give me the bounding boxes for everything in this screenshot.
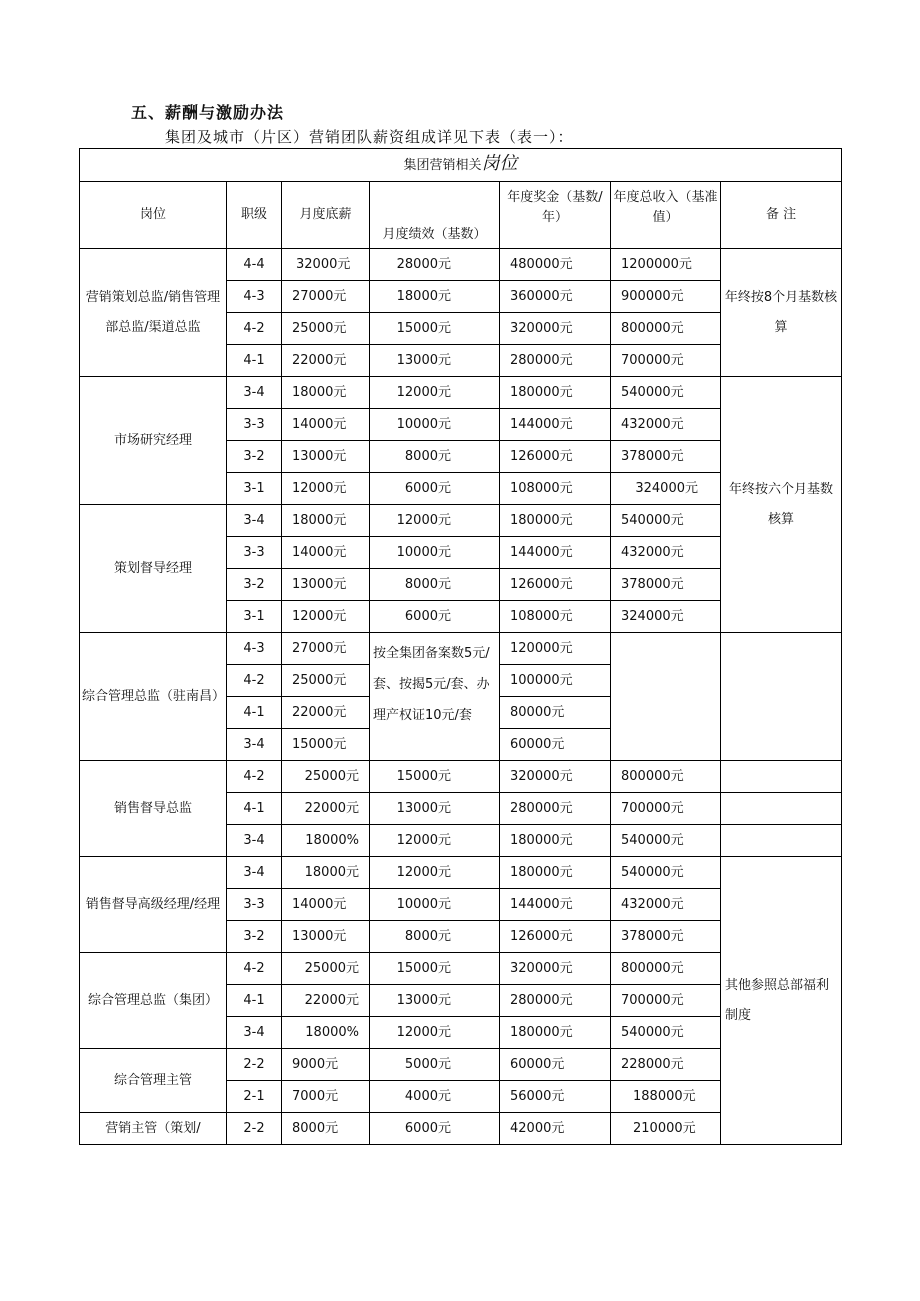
base-salary-cell: 18000%	[282, 825, 370, 857]
level-cell: 3-4	[227, 505, 282, 537]
table-title-prefix: 集团营销相关	[403, 158, 482, 173]
bonus-cell: 80000元	[500, 697, 611, 729]
position-cell: 销售督导高级经理/经理	[80, 857, 227, 953]
annual-total-cell: 800000元	[611, 953, 721, 985]
annual-total-cell: 432000元	[611, 409, 721, 441]
annual-total-cell: 900000元	[611, 281, 721, 313]
position-cell: 销售督导总监	[80, 761, 227, 857]
performance-cell: 15000元	[370, 761, 500, 793]
bonus-cell: 126000元	[500, 569, 611, 601]
level-cell: 3-1	[227, 601, 282, 633]
level-cell: 3-2	[227, 441, 282, 473]
performance-cell: 18000元	[370, 281, 500, 313]
annual-total-cell: 540000元	[611, 825, 721, 857]
level-cell: 3-4	[227, 825, 282, 857]
bonus-cell: 144000元	[500, 889, 611, 921]
base-salary-cell: 18000元	[282, 377, 370, 409]
annual-total-cell: 540000元	[611, 857, 721, 889]
level-cell: 4-4	[227, 249, 282, 281]
base-salary-cell: 12000元	[282, 601, 370, 633]
bonus-cell: 280000元	[500, 985, 611, 1017]
table-row	[80, 249, 842, 281]
position-cell: 综合管理总监（驻南昌）	[80, 633, 227, 761]
base-salary-cell: 15000元	[282, 729, 370, 761]
table-row	[80, 761, 842, 793]
bonus-cell: 360000元	[500, 281, 611, 313]
annual-total-cell: 324000元	[611, 473, 721, 505]
level-cell: 2-2	[227, 1049, 282, 1081]
annual-total-cell: 432000元	[611, 537, 721, 569]
bonus-cell: 56000元	[500, 1081, 611, 1113]
base-salary-cell: 14000元	[282, 537, 370, 569]
performance-cell: 6000元	[370, 601, 500, 633]
bonus-cell: 320000元	[500, 953, 611, 985]
performance-cell: 13000元	[370, 985, 500, 1017]
level-cell: 4-2	[227, 761, 282, 793]
performance-cell: 5000元	[370, 1049, 500, 1081]
header-note: 备 注	[721, 182, 842, 249]
table-row	[80, 633, 842, 665]
level-cell: 4-2	[227, 953, 282, 985]
bonus-cell: 280000元	[500, 793, 611, 825]
bonus-cell: 480000元	[500, 249, 611, 281]
base-salary-cell: 22000元	[282, 345, 370, 377]
level-cell: 4-3	[227, 281, 282, 313]
position-cell: 策划督导经理	[80, 505, 227, 633]
performance-cell: 12000元	[370, 505, 500, 537]
salary-table	[79, 148, 842, 1145]
bonus-cell: 144000元	[500, 537, 611, 569]
bonus-cell: 320000元	[500, 313, 611, 345]
intro-text: 集团及城市（片区）营销团队薪资组成详见下表（表一）：	[165, 128, 574, 146]
bonus-cell: 100000元	[500, 665, 611, 697]
base-salary-cell: 13000元	[282, 441, 370, 473]
performance-cell: 12000元	[370, 825, 500, 857]
bonus-cell: 144000元	[500, 409, 611, 441]
annual-total-cell: 540000元	[611, 505, 721, 537]
base-salary-cell: 22000元	[282, 985, 370, 1017]
bonus-cell: 180000元	[500, 857, 611, 889]
base-salary-cell: 25000元	[282, 953, 370, 985]
annual-total-cell: 188000元	[611, 1081, 721, 1113]
annual-total-cell: 800000元	[611, 761, 721, 793]
bonus-cell: 108000元	[500, 473, 611, 505]
level-cell: 3-4	[227, 729, 282, 761]
performance-cell: 6000元	[370, 473, 500, 505]
header-position: 岗位	[80, 182, 227, 249]
note-empty	[721, 825, 842, 857]
level-cell: 2-2	[227, 1113, 282, 1145]
note-cell: 年终按8个月基数核算	[721, 249, 842, 377]
header-level: 职级	[227, 182, 282, 249]
performance-cell: 13000元	[370, 793, 500, 825]
annual-total-cell: 432000元	[611, 889, 721, 921]
bonus-cell: 60000元	[500, 1049, 611, 1081]
base-salary-cell: 7000元	[282, 1081, 370, 1113]
level-cell: 4-1	[227, 985, 282, 1017]
base-salary-cell: 22000元	[282, 697, 370, 729]
level-cell: 3-4	[227, 857, 282, 889]
performance-cell: 15000元	[370, 313, 500, 345]
base-salary-cell: 25000元	[282, 761, 370, 793]
bonus-cell: 180000元	[500, 825, 611, 857]
position-cell: 市场研究经理	[80, 377, 227, 505]
performance-cell: 4000元	[370, 1081, 500, 1113]
base-salary-cell: 13000元	[282, 921, 370, 953]
performance-cell: 12000元	[370, 1017, 500, 1049]
header-performance: 月度绩效（基数）	[370, 182, 500, 249]
annual-total-cell: 378000元	[611, 921, 721, 953]
bonus-cell: 60000元	[500, 729, 611, 761]
annual-total-cell: 540000元	[611, 1017, 721, 1049]
base-salary-cell: 22000元	[282, 793, 370, 825]
base-salary-cell: 18000元	[282, 505, 370, 537]
base-salary-cell: 8000元	[282, 1113, 370, 1145]
bonus-cell: 180000元	[500, 505, 611, 537]
base-salary-cell: 18000%	[282, 1017, 370, 1049]
base-salary-cell: 25000元	[282, 313, 370, 345]
annual-total-empty	[611, 633, 721, 761]
bonus-cell: 280000元	[500, 345, 611, 377]
performance-cell: 13000元	[370, 345, 500, 377]
performance-cell: 8000元	[370, 569, 500, 601]
position-cell: 综合管理主管	[80, 1049, 227, 1113]
annual-total-cell: 378000元	[611, 569, 721, 601]
level-cell: 4-1	[227, 697, 282, 729]
level-cell: 4-1	[227, 793, 282, 825]
note-empty	[721, 761, 842, 793]
level-cell: 3-1	[227, 473, 282, 505]
annual-total-cell: 540000元	[611, 377, 721, 409]
table-row	[80, 857, 842, 889]
note-empty	[721, 633, 842, 761]
annual-total-cell: 210000元	[611, 1113, 721, 1145]
base-salary-cell: 32000元	[282, 249, 370, 281]
bonus-cell: 108000元	[500, 601, 611, 633]
base-salary-cell: 13000元	[282, 569, 370, 601]
base-salary-cell: 27000元	[282, 281, 370, 313]
position-cell: 营销主管（策划/	[80, 1113, 227, 1145]
base-salary-cell: 27000元	[282, 633, 370, 665]
level-cell: 3-2	[227, 569, 282, 601]
base-salary-cell: 14000元	[282, 409, 370, 441]
bonus-cell: 126000元	[500, 441, 611, 473]
table-title-italic: 岗位	[481, 153, 518, 174]
level-cell: 3-4	[227, 377, 282, 409]
table-title	[80, 149, 842, 182]
position-cell: 营销策划总监/销售管理部总监/渠道总监	[80, 249, 227, 377]
performance-cell: 10000元	[370, 409, 500, 441]
bonus-cell: 120000元	[500, 633, 611, 665]
performance-cell: 6000元	[370, 1113, 500, 1145]
level-cell: 4-2	[227, 665, 282, 697]
performance-rule-cell: 按全集团备案数5元/套、按揭5元/套、办理产权证10元/套	[370, 633, 500, 761]
bonus-cell: 180000元	[500, 377, 611, 409]
bonus-cell: 320000元	[500, 761, 611, 793]
table-title-row	[80, 149, 842, 182]
annual-total-cell: 324000元	[611, 601, 721, 633]
level-cell: 4-3	[227, 633, 282, 665]
base-salary-cell: 12000元	[282, 473, 370, 505]
annual-total-cell: 228000元	[611, 1049, 721, 1081]
performance-cell: 8000元	[370, 921, 500, 953]
performance-cell: 10000元	[370, 537, 500, 569]
base-salary-cell: 25000元	[282, 665, 370, 697]
header-bonus: 年度奖金（基数/年）	[500, 182, 611, 249]
level-cell: 3-3	[227, 889, 282, 921]
position-cell: 综合管理总监（集团）	[80, 953, 227, 1049]
annual-total-cell: 700000元	[611, 345, 721, 377]
annual-total-cell: 378000元	[611, 441, 721, 473]
performance-cell: 10000元	[370, 889, 500, 921]
header-row	[80, 182, 842, 249]
bonus-cell: 180000元	[500, 1017, 611, 1049]
base-salary-cell: 9000元	[282, 1049, 370, 1081]
note-cell: 年终按六个月基数核算	[721, 377, 842, 633]
level-cell: 4-1	[227, 345, 282, 377]
section-heading: 五、薪酬与激励办法	[131, 103, 285, 122]
base-salary-cell: 14000元	[282, 889, 370, 921]
level-cell: 3-4	[227, 1017, 282, 1049]
bonus-cell: 42000元	[500, 1113, 611, 1145]
performance-cell: 12000元	[370, 377, 500, 409]
table-row	[80, 377, 842, 409]
base-salary-cell: 18000元	[282, 857, 370, 889]
level-cell: 3-3	[227, 409, 282, 441]
performance-cell: 28000元	[370, 249, 500, 281]
note-cell: 其他参照总部福利制度	[721, 857, 842, 1145]
performance-cell: 12000元	[370, 857, 500, 889]
annual-total-cell: 700000元	[611, 985, 721, 1017]
level-cell: 3-2	[227, 921, 282, 953]
annual-total-cell: 700000元	[611, 793, 721, 825]
level-cell: 4-2	[227, 313, 282, 345]
performance-cell: 15000元	[370, 953, 500, 985]
annual-total-cell: 1200000元	[611, 249, 721, 281]
header-base: 月度底薪	[282, 182, 370, 249]
performance-cell: 8000元	[370, 441, 500, 473]
annual-total-cell: 800000元	[611, 313, 721, 345]
level-cell: 3-3	[227, 537, 282, 569]
level-cell: 2-1	[227, 1081, 282, 1113]
bonus-cell: 126000元	[500, 921, 611, 953]
header-total: 年度总收入（基准值）	[611, 182, 721, 249]
note-empty	[721, 793, 842, 825]
